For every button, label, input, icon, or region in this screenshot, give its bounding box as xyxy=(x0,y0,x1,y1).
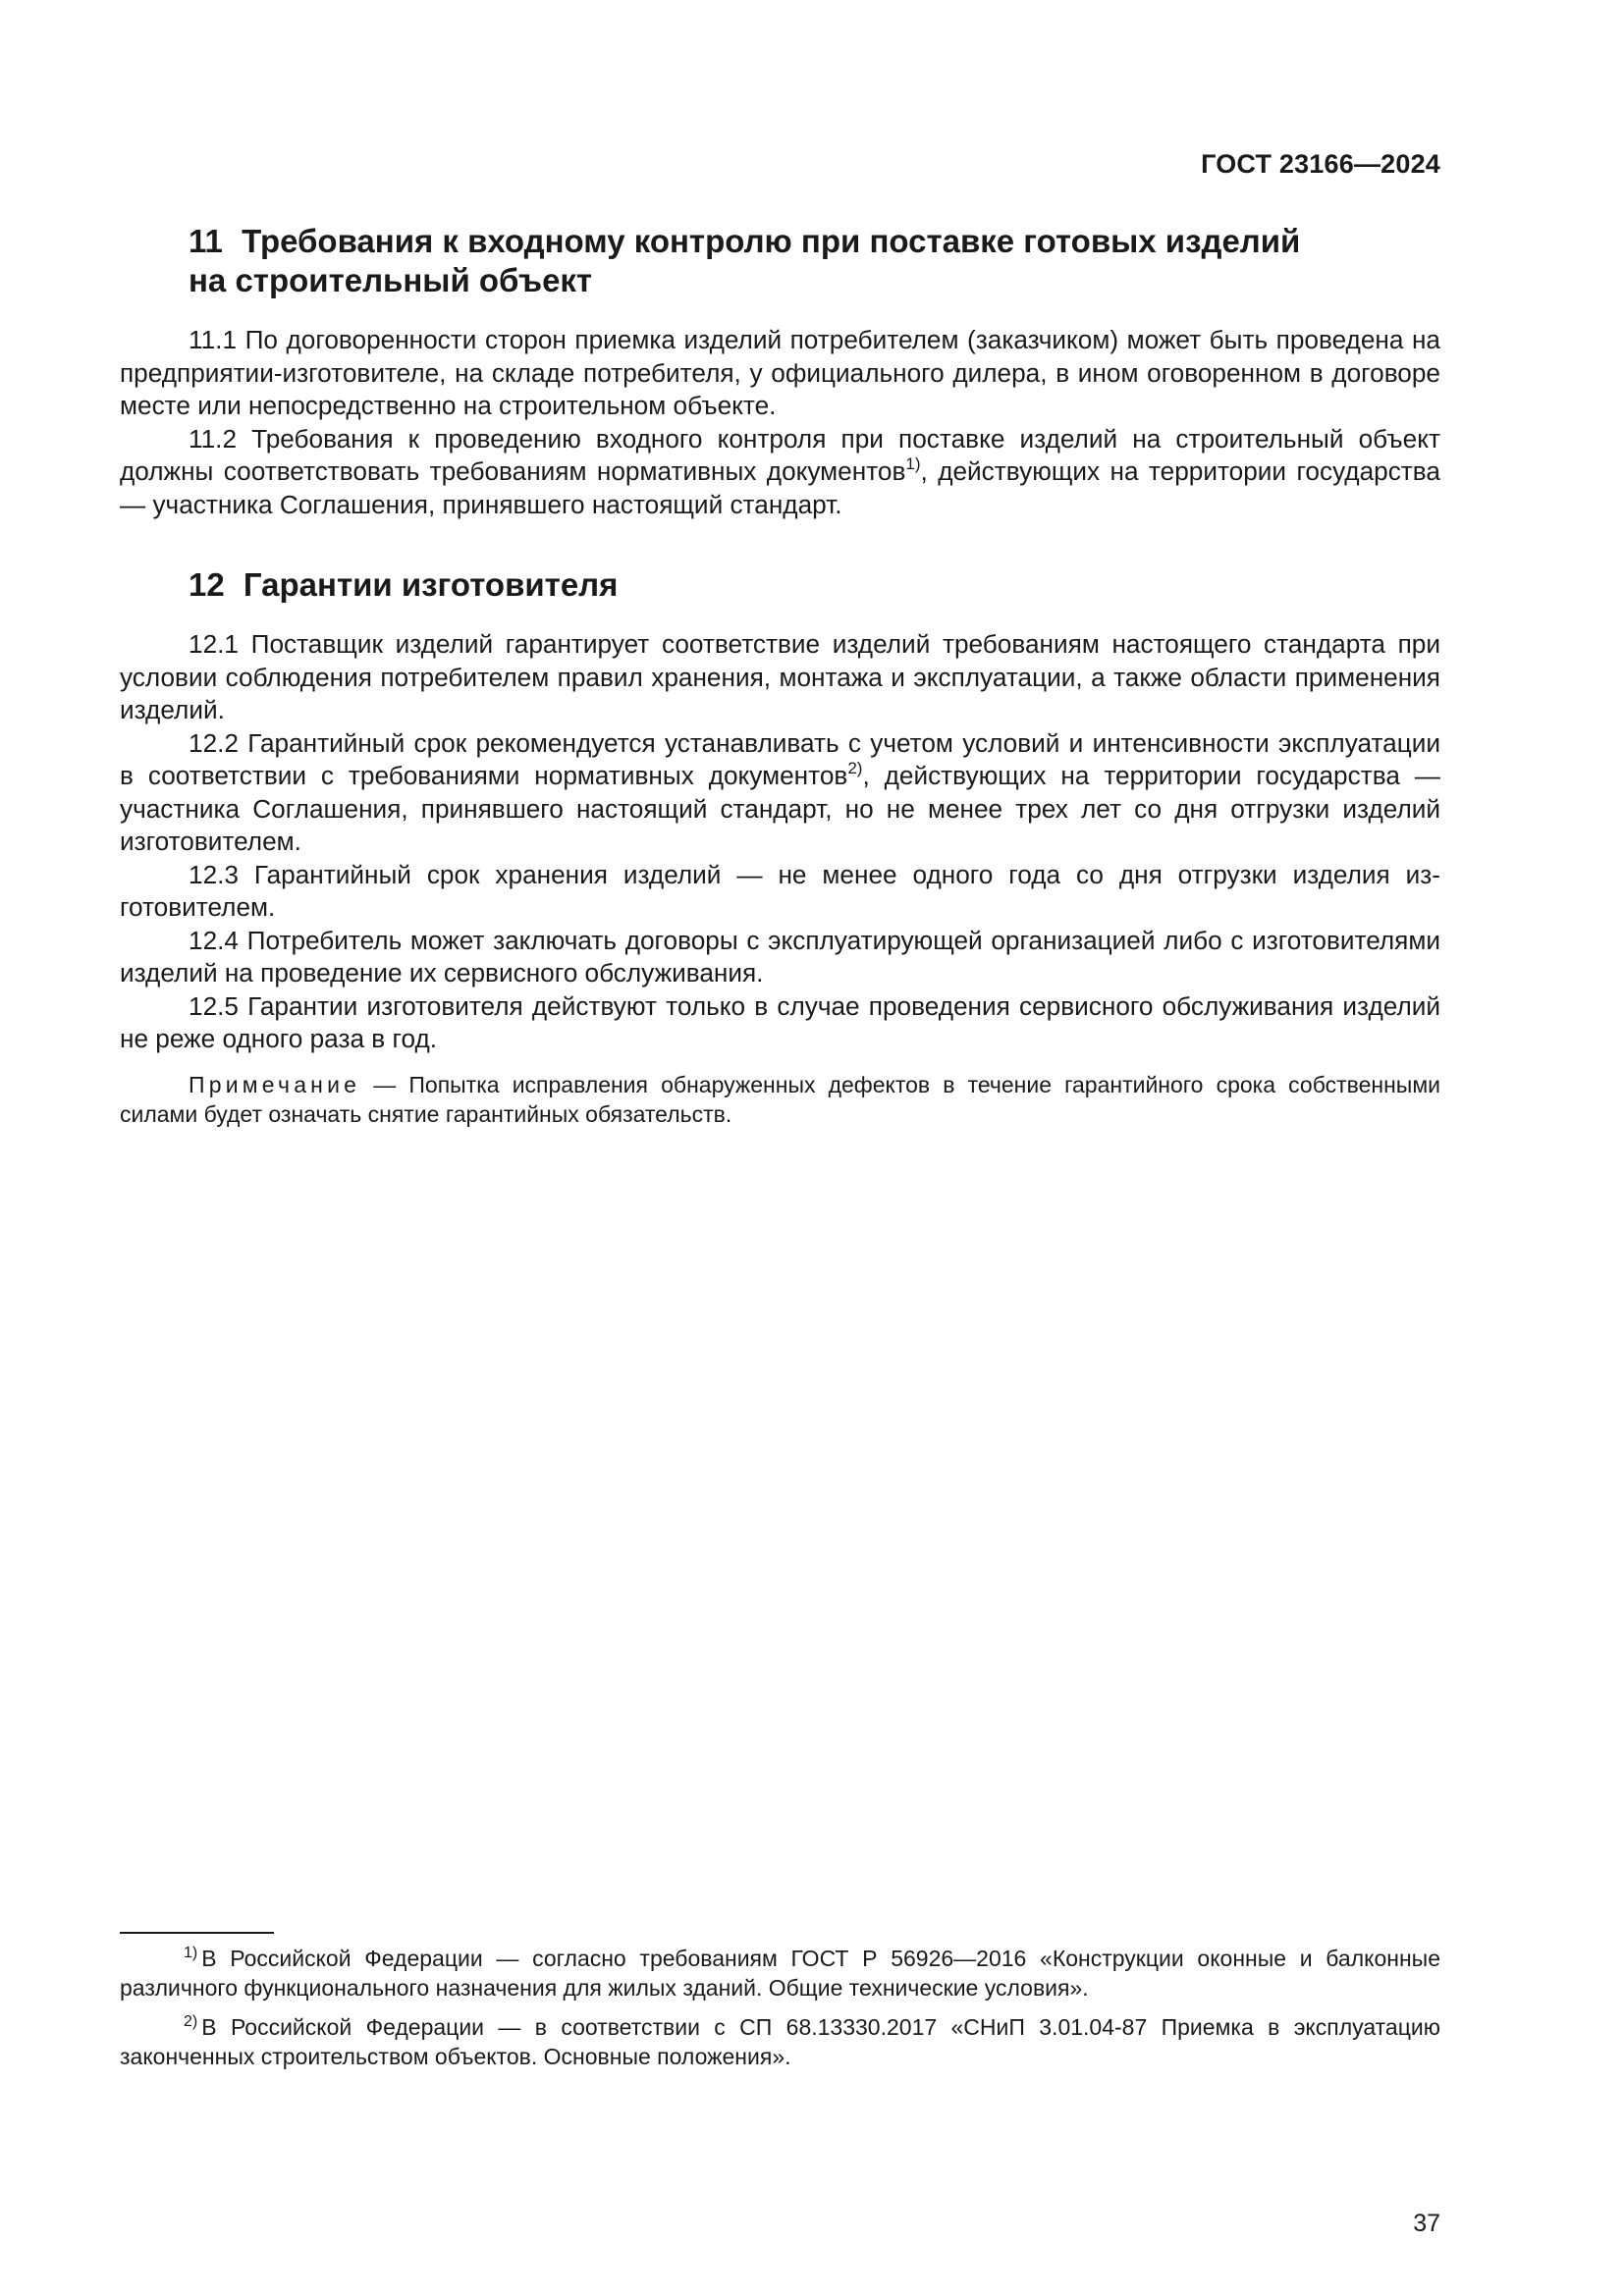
note-label: Примечание xyxy=(189,1072,361,1097)
footnote-2 xyxy=(120,2012,1440,2071)
section-12-title xyxy=(120,565,1440,605)
section-11-title-line2: на строительный объект xyxy=(189,262,593,298)
footnote-1-text: В Российской Федерации — согласно требованиям ГОСТ Р 56926—2016 «Конструкции оконные и балконные различного функционального назначения для жилых зданий. Общие технические условия». xyxy=(120,1946,1440,2001)
section-12 xyxy=(120,565,1440,605)
paragraph-11-2-text-end: , действующих на территории государства — участника Соглашения, принявшего настоящий стандарт. xyxy=(120,456,1440,519)
footnote-divider xyxy=(120,1932,274,1934)
page-number: 37 xyxy=(1413,2210,1440,2237)
paragraph-12-5: 12.5 Гарантии изготовителя действуют только в случае проведения сервисного обслуживания изделий не реже одного раза в год. xyxy=(120,990,1440,1053)
footnote-2-marker: 2) xyxy=(184,2013,198,2030)
section-11 xyxy=(120,222,1440,300)
footnote-ref-1[interactable]: 1) xyxy=(905,454,921,473)
paragraph-11-1: 11.1 По договоренности сторон приемка изделий потребителем (заказчиком) может быть проведена на предприятии-изготовителе, на складе потребителя, у официального дилера, в ином оговоренном в договоре месте или непосредственно на строительном объекте. xyxy=(120,325,1440,420)
section-12-number: 12 xyxy=(189,566,225,603)
note-block xyxy=(120,1070,1440,1129)
paragraph-11-2-text-start: 11.2 Требования к проведению входного контроля при поставке изделий на строительный объект должны соответствовать требованиям нормативных документов xyxy=(120,423,1440,486)
paragraph-12-4: 12.4 Потребитель может заключать договоры с эксплуатирующей организацией либо с изготовителями изделий на проведение их сервисного обслуживания. xyxy=(120,925,1440,988)
footnote-2-text: В Российской Федерации — в соответствии с СП 68.13330.2017 «СНиП 3.01.04-87 Приемка в эксплуатацию законченных строительством объектов. Основные положения». xyxy=(120,2014,1440,2069)
section-11-title xyxy=(120,222,1440,300)
section-11-number: 11 xyxy=(189,223,223,259)
paragraph-12-2-text-start: 12.2 Гарантийный срок рекомендуется устанавливать с учетом условий и интенсивности эксплуатации в соответствии с требованиями нормативных документов xyxy=(120,727,1440,790)
document-code: ГОСТ 23166—2024 xyxy=(1201,149,1440,179)
paragraph-12-2-text-end: , действующих на территории государства — участника Соглашения, принявшего настоящий стандарт, но не менее трех лет со дня отгрузки изделий изготовителем. xyxy=(120,761,1440,856)
paragraph-12-3: 12.3 Гарантийный срок хранения изделий — не менее одного года со дня отгрузки изделия изготовителем. xyxy=(120,859,1440,922)
paragraph-11-2 xyxy=(120,423,1440,522)
note xyxy=(120,1070,1440,1129)
section-12-title-text: Гарантии изготовителя xyxy=(243,566,619,603)
section-11-title-line1: Требования к входному контролю при поставке готовых изделий xyxy=(242,223,1301,259)
footnote-1 xyxy=(120,1944,1440,2002)
paragraph-12-2 xyxy=(120,727,1440,859)
section-11-body xyxy=(120,324,1440,521)
section-12-body xyxy=(120,628,1440,1056)
paragraph-12-1: 12.1 Поставщик изделий гарантирует соответствие изделий требованиям настоящего стандарта при условии соблюдения потребителем правил хранения, монтажа и эксплуатации, а также области применения изделий. xyxy=(120,629,1440,724)
footnotes xyxy=(120,1944,1440,2081)
footnote-1-marker: 1) xyxy=(184,1945,198,1961)
footnote-ref-2[interactable]: 2) xyxy=(847,759,863,777)
note-text: — Попытка исправления обнаруженных дефектов в течение гарантийного срока собственными силами будет означать снятие гарантийных обязательств. xyxy=(120,1072,1440,1127)
